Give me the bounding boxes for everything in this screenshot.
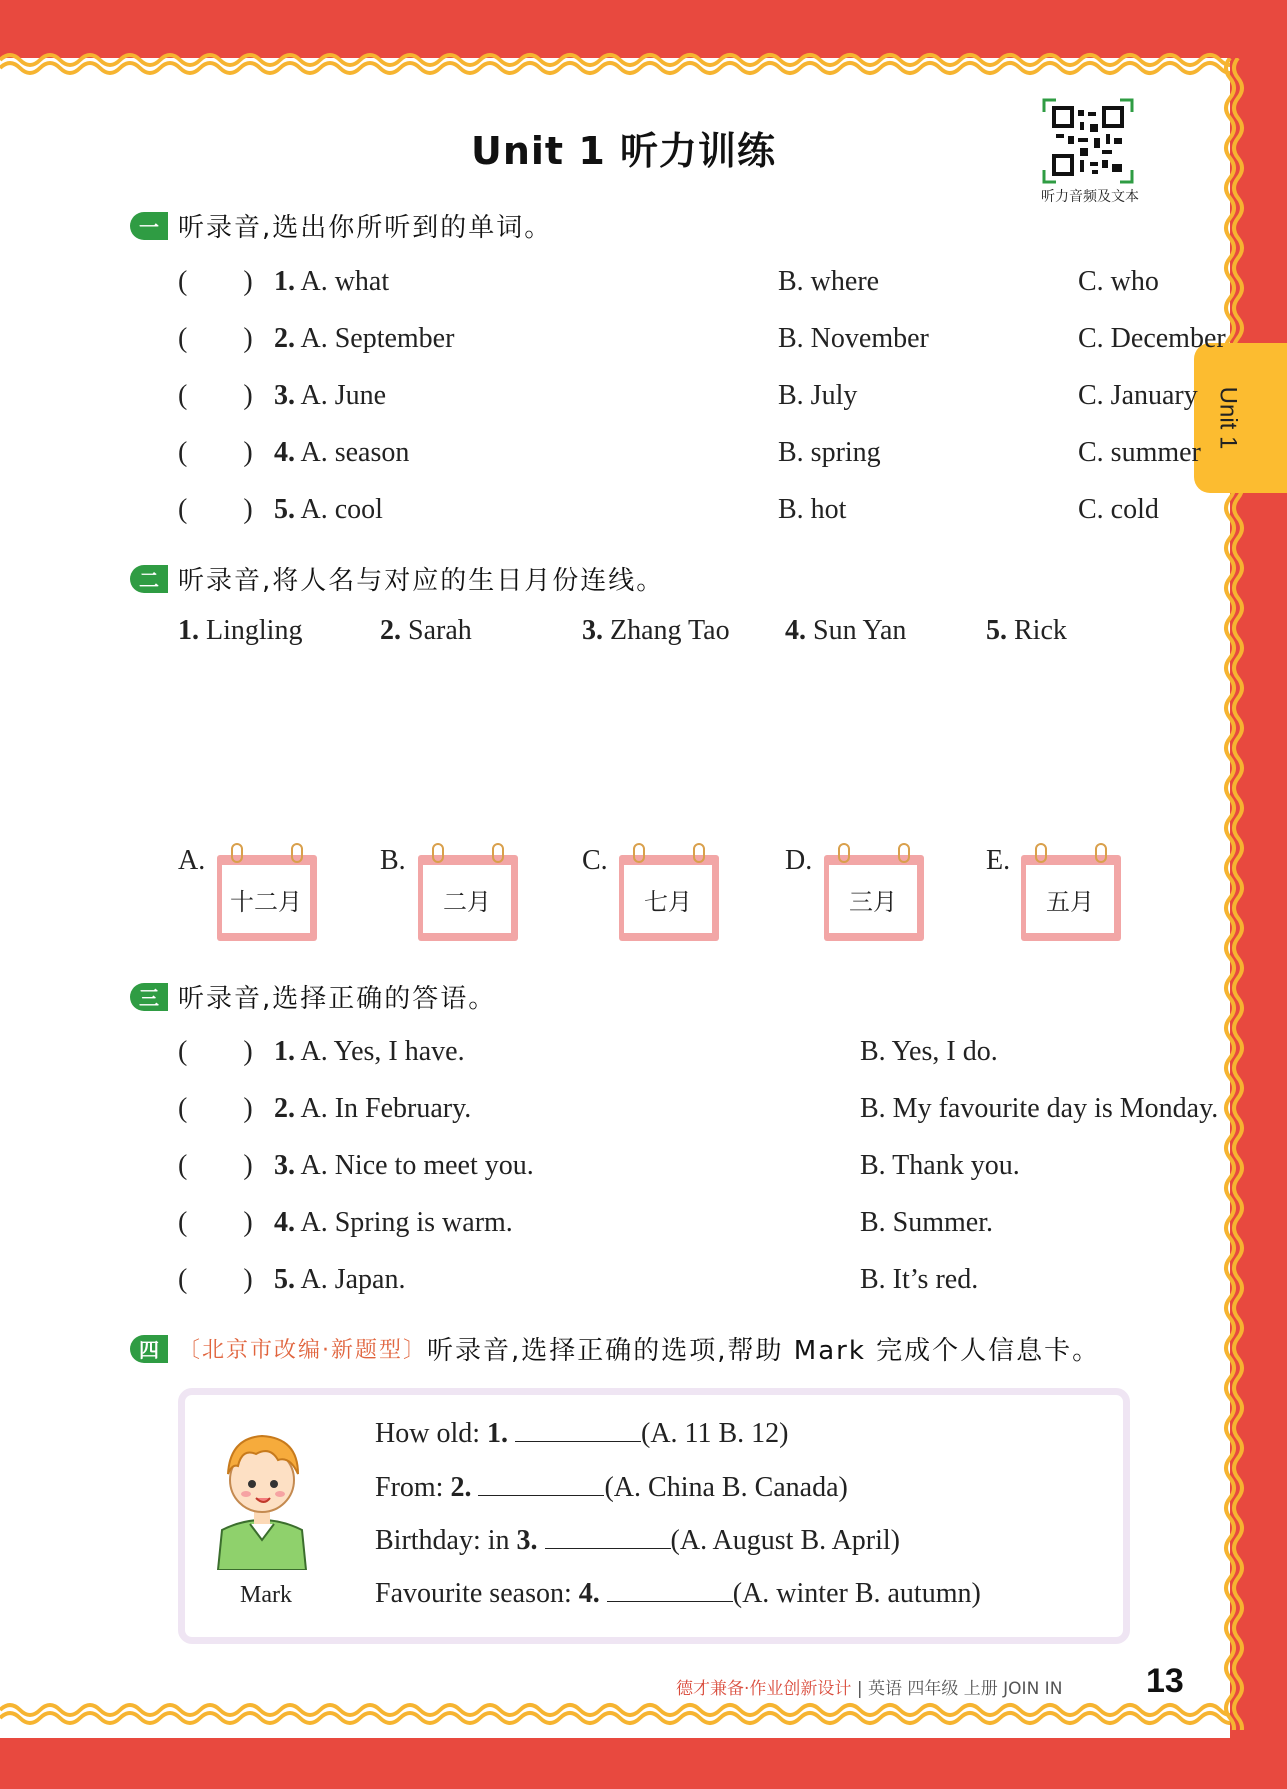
info-line: From: 2. (A. China B. Canada) (375, 1472, 848, 1503)
calendar-letter: B. (380, 845, 406, 876)
answer-blank[interactable]: ( ) (178, 380, 253, 411)
name-item[interactable]: 3. Zhang Tao (582, 615, 730, 646)
info-line: Favourite season: 4. (A. winter B. autumn) (375, 1578, 981, 1609)
calendar-icon[interactable] (824, 855, 924, 941)
top-wave-border (0, 50, 1230, 80)
calendar-month: 十二月 (222, 865, 310, 933)
footer-brand: 德才兼备·作业创新设计 (676, 1679, 852, 1699)
question-row: ( ) 3. A. Nice to meet you. B. Thank you. (178, 1150, 1020, 1181)
section-4-heading (130, 1330, 1100, 1367)
option-a: A. June (300, 380, 387, 411)
unit-side-tab (1194, 343, 1287, 493)
mark-label: Mark (240, 1582, 292, 1608)
calendar-icon[interactable] (1021, 855, 1121, 941)
option-a: A. cool (300, 494, 383, 525)
info-line: Birthday: in 3. (A. August B. April) (375, 1525, 901, 1556)
answer-blank[interactable]: ( ) (178, 266, 253, 297)
option-a: A. Yes, I have. (300, 1036, 465, 1067)
calendar-letter: C. (582, 845, 608, 876)
section-title: 听录音,选择正确的选项,帮助 Mark 完成个人信息卡。 (427, 1336, 1101, 1366)
option-c: C. summer (1078, 437, 1201, 468)
qr-code-icon[interactable] (1042, 98, 1134, 184)
section-badge: 四 (130, 1335, 168, 1363)
calendar-month: 三月 (829, 865, 917, 933)
calendar-letter: A. (178, 845, 206, 876)
section-3-heading (130, 978, 496, 1015)
option-b: B. spring (778, 437, 881, 468)
section-tag: 〔北京市改编·新题型〕 (178, 1338, 427, 1363)
calendar-month: 七月 (624, 865, 712, 933)
page-title: Unit 1 听力训练 (471, 129, 776, 173)
question-row: ( ) 4. A. Spring is warm. B. Summer. (178, 1207, 994, 1238)
answer-blank[interactable] (545, 1525, 671, 1549)
section-badge: 三 (130, 983, 168, 1011)
right-wave-border (1222, 58, 1250, 1730)
option-c: C. December (1078, 323, 1226, 354)
option-a: A. what (300, 266, 390, 297)
answer-blank[interactable] (515, 1418, 641, 1442)
option-b: B. Thank you. (860, 1150, 1020, 1181)
answer-blank[interactable]: ( ) (178, 494, 253, 525)
option-b: B. It’s red. (860, 1264, 979, 1295)
option-c: C. January (1078, 380, 1198, 411)
calendar-letter: D. (785, 845, 813, 876)
option-a: A. September (300, 323, 455, 354)
section-1-heading (130, 207, 552, 244)
page-number: 13 (1146, 1662, 1184, 1700)
question-row: ( ) 4. A. season B. spring C. summer (178, 437, 1201, 468)
name-item[interactable]: 5. Rick (986, 615, 1067, 646)
answer-blank[interactable] (607, 1578, 733, 1602)
answer-blank[interactable]: ( ) (178, 1036, 253, 1067)
section-title: 听录音,选择正确的答语。 (178, 984, 497, 1014)
option-b: B. Summer. (860, 1207, 994, 1238)
info-line: How old: 1. (A. 11 B. 12) (375, 1418, 789, 1449)
mark-avatar (210, 1420, 314, 1570)
question-row: ( ) 5. A. Japan. B. It’s red. (178, 1264, 979, 1295)
question-row: ( ) 2. A. In February. B. My favourite day is Monday. (178, 1093, 1219, 1124)
section-badge: 一 (130, 212, 168, 240)
option-b: B. My favourite day is Monday. (860, 1093, 1219, 1124)
calendar-icon[interactable] (217, 855, 317, 941)
footer-text (676, 1674, 1062, 1699)
option-a: A. Japan. (300, 1264, 406, 1295)
option-b: B. Yes, I do. (860, 1036, 998, 1067)
name-item[interactable]: 2. Sarah (380, 615, 472, 646)
calendar-month: 五月 (1026, 865, 1114, 933)
answer-blank[interactable]: ( ) (178, 1150, 253, 1181)
bottom-wave-border (0, 1700, 1230, 1730)
section-badge: 二 (130, 565, 168, 593)
question-row: ( ) 1. A. Yes, I have. B. Yes, I do. (178, 1036, 998, 1067)
option-b: B. where (778, 266, 880, 297)
section-2-heading (130, 560, 664, 597)
option-a: A. Spring is warm. (300, 1207, 513, 1238)
question-row: ( ) 2. A. September B. November C. December (178, 323, 1226, 354)
option-a: A. In February. (300, 1093, 472, 1124)
name-item[interactable]: 1. Lingling (178, 615, 303, 646)
option-b: B. hot (778, 494, 847, 525)
option-c: C. cold (1078, 494, 1159, 525)
question-row: ( ) 3. A. June B. July C. January (178, 380, 1198, 411)
calendar-month: 二月 (423, 865, 511, 933)
section-title: 听录音,将人名与对应的生日月份连线。 (178, 566, 665, 596)
answer-blank[interactable]: ( ) (178, 437, 253, 468)
option-b: B. November (778, 323, 929, 354)
qr-caption: 听力音频及文本 (1041, 189, 1139, 205)
answer-blank[interactable] (478, 1472, 604, 1496)
option-a: A. Nice to meet you. (300, 1150, 534, 1181)
question-row: ( ) 1. A. what B. where C. who (178, 266, 1159, 297)
calendar-letter: E. (986, 845, 1011, 876)
question-row: ( ) 5. A. cool B. hot C. cold (178, 494, 1159, 525)
section-title: 听录音,选出你所听到的单词。 (178, 213, 553, 243)
answer-blank[interactable]: ( ) (178, 323, 253, 354)
option-a: A. season (300, 437, 410, 468)
answer-blank[interactable]: ( ) (178, 1093, 253, 1124)
answer-blank[interactable]: ( ) (178, 1264, 253, 1295)
option-b: B. July (778, 380, 858, 411)
footer-subject: | 英语 四年级 上册 JOIN IN (856, 1679, 1063, 1699)
side-tab-label: Unit 1 (1214, 386, 1242, 450)
name-item[interactable]: 4. Sun Yan (785, 615, 907, 646)
calendar-icon[interactable] (619, 855, 719, 941)
option-c: C. who (1078, 266, 1159, 297)
calendar-icon[interactable] (418, 855, 518, 941)
answer-blank[interactable]: ( ) (178, 1207, 253, 1238)
